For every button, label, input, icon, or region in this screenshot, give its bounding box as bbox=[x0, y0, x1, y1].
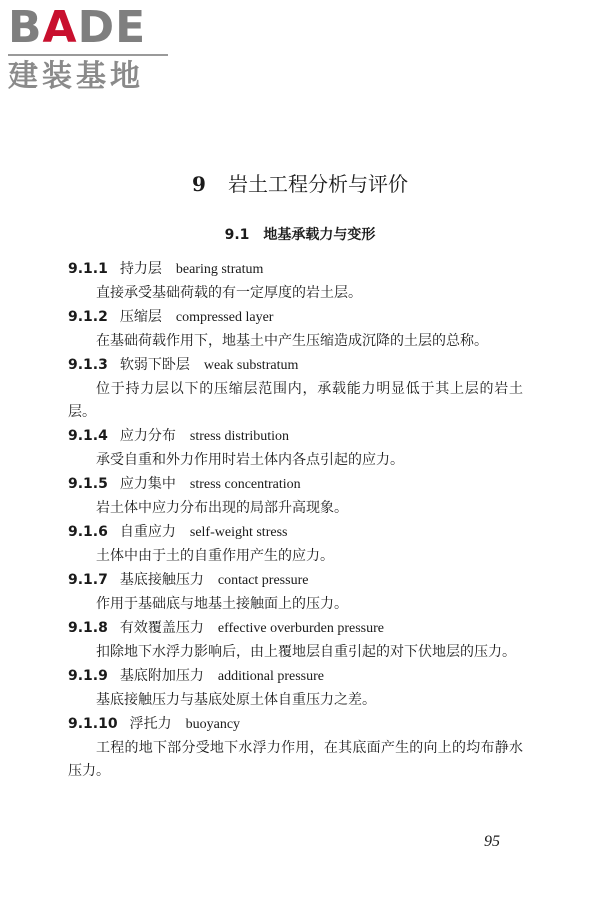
logo-divider bbox=[8, 54, 168, 56]
term-chinese-name: 持力层 bbox=[119, 261, 162, 277]
term-english-name: self-weight stress bbox=[189, 525, 288, 540]
term-entry bbox=[68, 616, 523, 664]
term-definition: 岩土体中应力分布出现的局部升高现象。 bbox=[96, 500, 348, 516]
term-definition: 作用于基础底与地基土接触面上的压力。 bbox=[96, 596, 348, 612]
term-number: 9.1.4 bbox=[68, 428, 108, 444]
term-entry bbox=[68, 664, 523, 712]
term-chinese-name: 基底接触压力 bbox=[119, 572, 204, 588]
section-number: 9.1 bbox=[224, 227, 250, 243]
term-chinese-name: 软弱下卧层 bbox=[119, 357, 190, 373]
page-number: 95 bbox=[484, 833, 500, 850]
term-entry bbox=[68, 712, 523, 783]
term-number: 9.1.1 bbox=[68, 261, 108, 277]
chapter-title: 岩土工程分析与评价 bbox=[227, 172, 408, 196]
term-definition: 扣除地下水浮力影响后，由上覆地层自重引起的对下伏地层的压力。 bbox=[96, 644, 516, 660]
term-english-name: buoyancy bbox=[185, 717, 241, 732]
term-number: 9.1.8 bbox=[68, 620, 108, 636]
section-title: 地基承载力与变形 bbox=[263, 227, 376, 243]
term-english-name: bearing stratum bbox=[175, 262, 264, 277]
term-entry bbox=[68, 424, 523, 472]
term-chinese-name: 压缩层 bbox=[119, 309, 162, 325]
term-heading bbox=[68, 257, 523, 282]
term-number: 9.1.6 bbox=[68, 524, 108, 540]
term-definition: 承受自重和外力作用时岩土体内各点引起的应力。 bbox=[96, 452, 404, 468]
term-english-name: effective overburden pressure bbox=[217, 621, 384, 636]
term-entry bbox=[68, 305, 523, 353]
logo-chinese-name: 建装基地 bbox=[8, 59, 144, 94]
term-entry bbox=[68, 568, 523, 616]
term-heading bbox=[68, 712, 523, 737]
section-heading bbox=[0, 224, 600, 244]
term-chinese-name: 浮托力 bbox=[129, 716, 172, 732]
term-heading bbox=[68, 520, 523, 545]
term-list bbox=[68, 257, 523, 783]
term-number: 9.1.5 bbox=[68, 476, 108, 492]
term-number: 9.1.9 bbox=[68, 668, 108, 684]
term-english-name: weak substratum bbox=[203, 358, 299, 373]
term-english-name: contact pressure bbox=[217, 573, 309, 588]
term-heading bbox=[68, 305, 523, 330]
term-chinese-name: 有效覆盖压力 bbox=[119, 620, 204, 636]
term-chinese-name: 基底附加压力 bbox=[119, 668, 204, 684]
term-english-name: compressed layer bbox=[175, 310, 274, 325]
term-chinese-name: 应力集中 bbox=[119, 476, 176, 492]
chapter-heading bbox=[0, 170, 600, 198]
term-heading bbox=[68, 424, 523, 449]
term-number: 9.1.2 bbox=[68, 309, 108, 325]
term-number: 9.1.10 bbox=[68, 716, 118, 732]
term-entry bbox=[68, 257, 523, 305]
term-heading bbox=[68, 616, 523, 641]
term-english-name: additional pressure bbox=[217, 669, 325, 684]
term-number: 9.1.7 bbox=[68, 572, 108, 588]
term-definition: 工程的地下部分受地下水浮力作用，在其底面产生的向上的均布静水压力。 bbox=[68, 740, 523, 779]
term-definition: 在基础荷载作用下，地基土中产生压缩造成沉降的土层的总称。 bbox=[96, 333, 488, 349]
term-english-name: stress distribution bbox=[189, 429, 290, 444]
term-heading bbox=[68, 568, 523, 593]
logo bbox=[8, 4, 183, 94]
term-definition: 位于持力层以下的压缩层范围内，承载能力明显低于其上层的岩土层。 bbox=[68, 381, 523, 420]
term-heading bbox=[68, 472, 523, 497]
term-entry bbox=[68, 472, 523, 520]
term-definition: 土体中由于土的自重作用产生的应力。 bbox=[96, 548, 334, 564]
chapter-number: 9 bbox=[192, 172, 206, 196]
term-entry bbox=[68, 520, 523, 568]
logo-wordmark: BADE bbox=[8, 2, 147, 53]
term-heading bbox=[68, 664, 523, 689]
term-heading bbox=[68, 353, 523, 378]
term-english-name: stress concentration bbox=[189, 477, 301, 492]
term-number: 9.1.3 bbox=[68, 357, 108, 373]
term-entry bbox=[68, 353, 523, 424]
term-definition: 直接承受基础荷载的有一定厚度的岩土层。 bbox=[96, 285, 362, 301]
logo-wordmark-accent: A bbox=[42, 2, 78, 53]
term-definition: 基底接触压力与基底处原土体自重压力之差。 bbox=[96, 692, 376, 708]
term-chinese-name: 自重应力 bbox=[119, 524, 176, 540]
term-chinese-name: 应力分布 bbox=[119, 428, 176, 444]
